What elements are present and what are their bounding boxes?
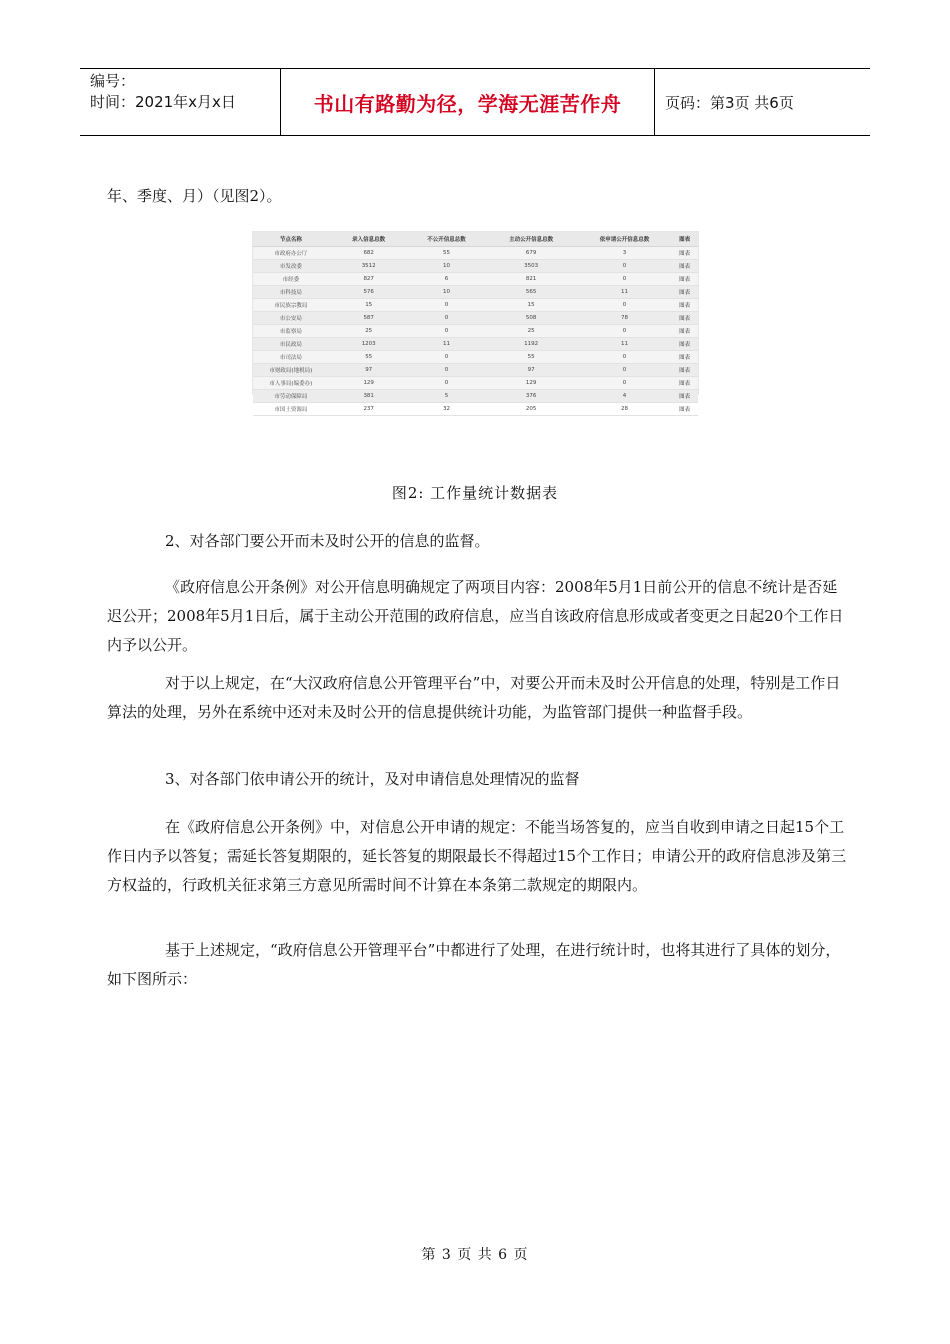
table-cell: 0 <box>578 273 671 286</box>
table-cell: 市公安局 <box>253 312 329 325</box>
table-cell: 0 <box>409 351 485 364</box>
table-cell: 0 <box>409 377 485 390</box>
table-row <box>253 338 698 351</box>
table-cell: 0 <box>409 312 485 325</box>
statistics-figure <box>252 231 699 413</box>
table-row <box>253 325 698 338</box>
table-cell: 0 <box>409 325 485 338</box>
table-cell: 5 <box>409 390 485 403</box>
table-row <box>253 390 698 403</box>
table-cell: 15 <box>484 299 577 312</box>
table-cell: 11 <box>409 338 485 351</box>
column-header: 主动公开信息总数 <box>484 232 577 247</box>
table-row <box>253 312 698 325</box>
header-motto: 书山有路勤为径，学海无涯苦作舟 <box>281 69 655 135</box>
column-header: 录入信息总数 <box>329 232 409 247</box>
table-cell: 55 <box>409 247 485 260</box>
table-cell: 821 <box>484 273 577 286</box>
paragraph-4: 3、对各部门依申请公开的统计，及对申请信息处理情况的监督 <box>165 770 580 788</box>
table-cell: 205 <box>484 403 577 416</box>
table-cell: 3512 <box>329 260 409 273</box>
table-cell: 0 <box>578 325 671 338</box>
table-cell: 376 <box>484 390 577 403</box>
paragraph-2: 《政府信息公开条例》对公开信息明确规定了两项目内容：2008年5月1日前公开的信息不统计是否延迟公开；2008年5月1日后，属于主动公开范围的政府信息，应当自该政府信息形成或者变更之日起20个工作日内予以公开。 <box>107 578 844 654</box>
paragraph-3: 对于以上规定，在“大汉政府信息公开管理平台”中，对要公开而未及时公开信息的处理，特别是工作日算法的处理，另外在系统中还对未及时公开的信息提供统计功能，为监管部门提供一种监督手段。 <box>107 674 841 721</box>
table-row <box>253 377 698 390</box>
chart-link[interactable]: 图表 <box>671 390 698 403</box>
table-cell: 129 <box>329 377 409 390</box>
table-cell: 市科技局 <box>253 286 329 299</box>
table-cell: 市民族宗教局 <box>253 299 329 312</box>
chart-link[interactable]: 图表 <box>671 299 698 312</box>
table-cell: 32 <box>409 403 485 416</box>
table-cell: 508 <box>484 312 577 325</box>
table-cell: 3503 <box>484 260 577 273</box>
chart-link[interactable]: 图表 <box>671 286 698 299</box>
table-row <box>253 247 698 260</box>
table-cell: 3 <box>578 247 671 260</box>
chart-link[interactable]: 图表 <box>671 273 698 286</box>
chart-link[interactable]: 图表 <box>671 351 698 364</box>
table-cell: 55 <box>484 351 577 364</box>
header-left-cell <box>80 69 281 135</box>
column-header: 图表 <box>671 232 698 247</box>
table-cell: 129 <box>484 377 577 390</box>
table-cell: 市政府办公厅 <box>253 247 329 260</box>
table-cell: 97 <box>329 364 409 377</box>
table-cell: 市经委 <box>253 273 329 286</box>
table-cell: 0 <box>578 260 671 273</box>
column-header: 节点名称 <box>253 232 329 247</box>
chart-link[interactable]: 图表 <box>671 377 698 390</box>
table-cell: 25 <box>484 325 577 338</box>
paragraph-1: 2、对各部门要公开而未及时公开的信息的监督。 <box>165 532 490 550</box>
table-cell: 10 <box>409 286 485 299</box>
date-label: 时间：2021年x月x日 <box>90 93 236 111</box>
table-cell: 1192 <box>484 338 577 351</box>
column-header: 依申请公开信息总数 <box>578 232 671 247</box>
table-cell: 682 <box>329 247 409 260</box>
chart-link[interactable]: 图表 <box>671 247 698 260</box>
chart-link[interactable]: 图表 <box>671 338 698 351</box>
chart-link[interactable]: 图表 <box>671 260 698 273</box>
table-cell: 0 <box>578 364 671 377</box>
table-cell: 55 <box>329 351 409 364</box>
paragraph-6: 基于上述规定，“政府信息公开管理平台”中都进行了处理，在进行统计时，也将其进行了具体的划分，如下图所示： <box>107 941 841 988</box>
chart-link[interactable]: 图表 <box>671 364 698 377</box>
table-row <box>253 403 698 416</box>
table-cell: 97 <box>484 364 577 377</box>
table-cell: 0 <box>409 299 485 312</box>
table-cell: 市人事局(编委办) <box>253 377 329 390</box>
table-row <box>253 299 698 312</box>
table-row <box>253 351 698 364</box>
chart-link[interactable]: 图表 <box>671 325 698 338</box>
table-cell: 市劳动保障局 <box>253 390 329 403</box>
table-header-row <box>253 232 698 247</box>
table-cell: 28 <box>578 403 671 416</box>
table-cell: 25 <box>329 325 409 338</box>
table-cell: 679 <box>484 247 577 260</box>
table-cell: 11 <box>578 286 671 299</box>
table-cell: 1203 <box>329 338 409 351</box>
table-cell: 市司法局 <box>253 351 329 364</box>
figure-caption: 图2: 工作量统计数据表 <box>391 484 559 502</box>
intro-line: 年、季度、月）（见图2）。 <box>107 187 282 205</box>
paragraph-5: 在《政府信息公开条例》中，对信息公开申请的规定：不能当场答复的，应当自收到申请之日起15个工作日内予以答复；需延长答复期限的，延长答复的期限最长不得超过15个工作日；申请公开的政府信息涉及第三方权益的，行政机关征求第三方意见所需时间不计算在本条第二款规定的期限内。 <box>107 818 847 894</box>
table-cell: 565 <box>484 286 577 299</box>
table-cell: 市民政局 <box>253 338 329 351</box>
page-header <box>80 68 870 136</box>
table-cell: 市财政局(地税局) <box>253 364 329 377</box>
table-row <box>253 286 698 299</box>
table-cell: 381 <box>329 390 409 403</box>
chart-link[interactable]: 图表 <box>671 312 698 325</box>
table-cell: 市监察局 <box>253 325 329 338</box>
table-cell: 4 <box>578 390 671 403</box>
header-page-info: 页码：第3页 共6页 <box>665 93 794 112</box>
table-cell: 0 <box>409 364 485 377</box>
table-cell: 237 <box>329 403 409 416</box>
table-cell: 0 <box>578 299 671 312</box>
table-cell: 10 <box>409 260 485 273</box>
table-cell: 市国土资源局 <box>253 403 329 416</box>
statistics-table <box>253 232 698 416</box>
table-cell: 0 <box>578 377 671 390</box>
table-row <box>253 273 698 286</box>
table-row <box>253 364 698 377</box>
page-footer: 第 3 页 共 6 页 <box>421 1247 529 1263</box>
table-cell: 6 <box>409 273 485 286</box>
table-body <box>253 247 698 416</box>
table-cell: 587 <box>329 312 409 325</box>
table-cell: 15 <box>329 299 409 312</box>
column-header: 不公开信息总数 <box>409 232 485 247</box>
number-label: 编号： <box>90 72 136 90</box>
table-cell: 11 <box>578 338 671 351</box>
table-cell: 78 <box>578 312 671 325</box>
table-row <box>253 260 698 273</box>
chart-link[interactable]: 图表 <box>671 403 698 416</box>
table-cell: 576 <box>329 286 409 299</box>
table-cell: 0 <box>578 351 671 364</box>
table-cell: 827 <box>329 273 409 286</box>
table-cell: 市发改委 <box>253 260 329 273</box>
